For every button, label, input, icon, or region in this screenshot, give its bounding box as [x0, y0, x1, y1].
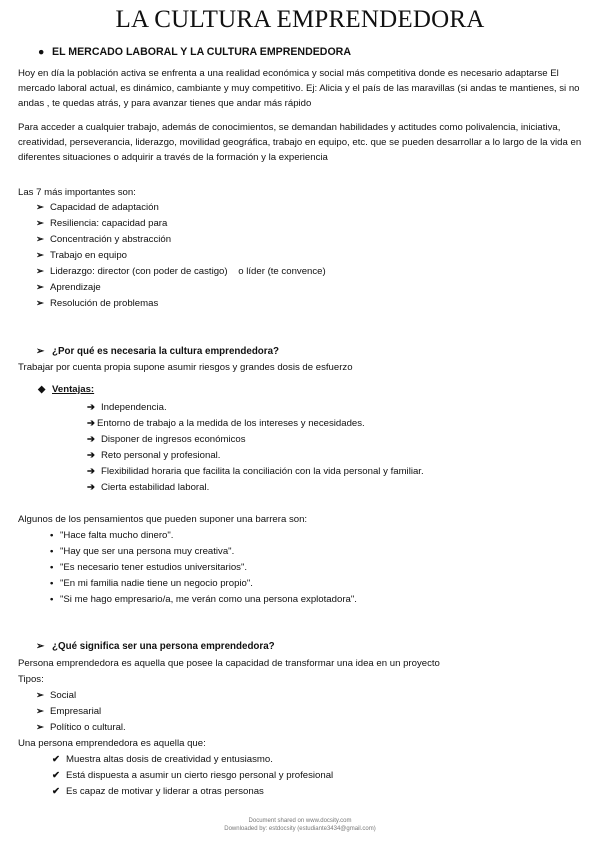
ventajas-label-text: Ventajas: — [52, 384, 95, 395]
list-item — [36, 721, 126, 734]
bullet-dot-icon: • — [50, 530, 54, 541]
list-item-text: Entorno de trabajo a la medida de los intereses y necesidades. — [97, 418, 365, 429]
list-item-text: Es capaz de motivar y liderar a otras personas — [66, 786, 264, 797]
list-item-text: Reto personal y profesional. — [101, 450, 221, 461]
barreras-intro: Algunos de los pensamientos que pueden suponer una barrera son: — [18, 514, 308, 525]
list-item-text: Liderazgo: director (con poder de castigo) o líder (te convence) — [50, 266, 326, 277]
checkmark-icon: ✔ — [52, 786, 61, 797]
footer-shared: Document shared on www.docsity.com — [248, 818, 352, 824]
page-title: LA CULTURA EMPRENDEDORA — [115, 6, 485, 33]
list-item — [36, 201, 159, 214]
list-item-text: Independencia. — [101, 402, 167, 413]
definition: Persona emprendedora es aquella que posee la capacidad de transformar una idea en un proyecto — [18, 658, 440, 669]
list-item-text: Aprendizaje — [50, 282, 101, 293]
heading-text: ¿Por qué es necesaria la cultura emprendedora? — [52, 346, 280, 357]
list-item — [36, 265, 326, 278]
list-item-text: Capacidad de adaptación — [50, 202, 159, 213]
list-item — [50, 577, 253, 590]
list-item — [36, 249, 127, 262]
section-intro: Trabajar por cuenta propia supone asumir riesgos y grandes dosis de esfuerzo — [18, 362, 353, 373]
right-arrow-icon: ➔ — [87, 418, 96, 429]
list-item — [36, 297, 158, 310]
arrowhead-icon: ➢ — [36, 266, 45, 277]
list-item — [52, 769, 333, 782]
list-item-text: Flexibilidad horaria que facilita la conciliación con la vida personal y familiar. — [101, 466, 424, 477]
list-item-text: Cierta estabilidad laboral. — [101, 482, 210, 493]
checkmark-icon: ✔ — [52, 754, 61, 765]
arrowhead-icon: ➢ — [36, 282, 45, 293]
paragraph-mercado: Hoy en día la población activa se enfrenta a una realidad económica y social más competitiva donde es necesario adaptarse El mercado laboral actual, es dinámico, cambiante y muy competitivo. Ej: Alicia y el país de las maravillas (si andas te mantienes, si no andas , te quedas atrás, y para avanzar tienes que andar más rápido — [18, 68, 580, 109]
list-item-text: Disponer de ingresos económicos — [101, 434, 246, 445]
list-item — [50, 545, 234, 558]
list-item-text: Resolución de problemas — [50, 298, 159, 309]
right-arrow-icon: ➔ — [87, 482, 96, 493]
paragraph-acceso: Para acceder a cualquier trabajo, además de conocimientos, se demandan habilidades y actitudes como polivalencia, iniciativa, creatividad, perseverancia, liderazgo, movilidad geográfica, trabajo en equipo, etc. que se pueden desarrollar a lo largo de la vida en diferentes situaciones o adquirir a través de la formación y la experiencia — [18, 122, 582, 163]
list-item-text: Concentración y abstracción — [50, 234, 172, 245]
list-item — [87, 401, 167, 414]
heading-text: ¿Qué significa ser una persona emprendedora? — [52, 641, 275, 652]
list-intro: Las 7 más importantes son: — [18, 187, 136, 198]
checkmark-icon: ✔ — [52, 770, 61, 781]
list-item-text: Muestra altas dosis de creatividad y entusiasmo. — [66, 754, 273, 765]
list-item — [50, 593, 357, 606]
arrowhead-icon: ➢ — [36, 298, 45, 309]
bullet-dot-icon: ● — [38, 46, 45, 58]
arrowhead-icon: ➢ — [36, 722, 45, 733]
section-heading-por-que — [36, 345, 279, 358]
list-item — [36, 705, 101, 718]
arrowhead-icon: ➢ — [36, 234, 45, 245]
section-heading-que-significa — [36, 640, 275, 653]
bullet-dot-icon: • — [50, 594, 54, 605]
list-item-text: "Es necesario tener estudios universitarios". — [60, 562, 248, 573]
list-item — [50, 529, 173, 542]
right-arrow-icon: ➔ — [87, 466, 96, 477]
list-item-text: "Si me hago empresario/a, me verán como una persona explotadora". — [60, 594, 357, 605]
list-item-text: "Hay que ser una persona muy creativa". — [60, 546, 235, 557]
list-item — [52, 753, 273, 766]
list-item — [36, 217, 167, 230]
right-arrow-icon: ➔ — [87, 434, 96, 445]
diamond-bullet-icon: ◆ — [38, 384, 46, 395]
list-item — [50, 561, 247, 574]
right-arrow-icon: ➔ — [87, 402, 96, 413]
arrowhead-icon: ➢ — [36, 218, 45, 229]
traits-intro: Una persona emprendedora es aquella que: — [18, 738, 206, 749]
list-item-text: "En mi familia nadie tiene un negocio propio". — [60, 578, 253, 589]
list-item-text: "Hace falta mucho dinero". — [60, 530, 174, 541]
list-item — [87, 449, 220, 462]
list-item — [36, 689, 76, 702]
arrowhead-icon: ➢ — [36, 346, 45, 357]
right-arrow-icon: ➔ — [87, 450, 96, 461]
bullet-dot-icon: • — [50, 562, 54, 573]
list-item-text: Político o cultural. — [50, 722, 126, 733]
list-item — [36, 281, 101, 294]
tipos-label: Tipos: — [18, 674, 44, 685]
footer-downloaded: Downloaded by: estdocsity (estudiante3434@gmail.com) — [224, 826, 376, 832]
heading-text: EL MERCADO LABORAL Y LA CULTURA EMPRENDEDORA — [52, 46, 351, 58]
list-item — [87, 465, 424, 478]
section-heading-mercado — [38, 46, 351, 59]
arrowhead-icon: ➢ — [36, 250, 45, 261]
list-item-text: Social — [50, 690, 77, 701]
list-item — [52, 785, 264, 798]
arrowhead-icon: ➢ — [36, 706, 45, 717]
arrowhead-icon: ➢ — [36, 641, 45, 652]
list-item-text: Resiliencia: capacidad para — [50, 218, 168, 229]
bullet-dot-icon: • — [50, 546, 54, 557]
list-item — [87, 481, 209, 494]
list-item-text: Trabajo en equipo — [50, 250, 127, 261]
list-item — [36, 233, 171, 246]
bullet-dot-icon: • — [50, 578, 54, 589]
list-item — [87, 417, 365, 430]
ventajas-label — [38, 383, 94, 396]
arrowhead-icon: ➢ — [36, 202, 45, 213]
list-item-text: Está dispuesta a asumir un cierto riesgo personal y profesional — [66, 770, 334, 781]
list-item — [87, 433, 246, 446]
arrowhead-icon: ➢ — [36, 690, 45, 701]
list-item-text: Empresarial — [50, 706, 102, 717]
